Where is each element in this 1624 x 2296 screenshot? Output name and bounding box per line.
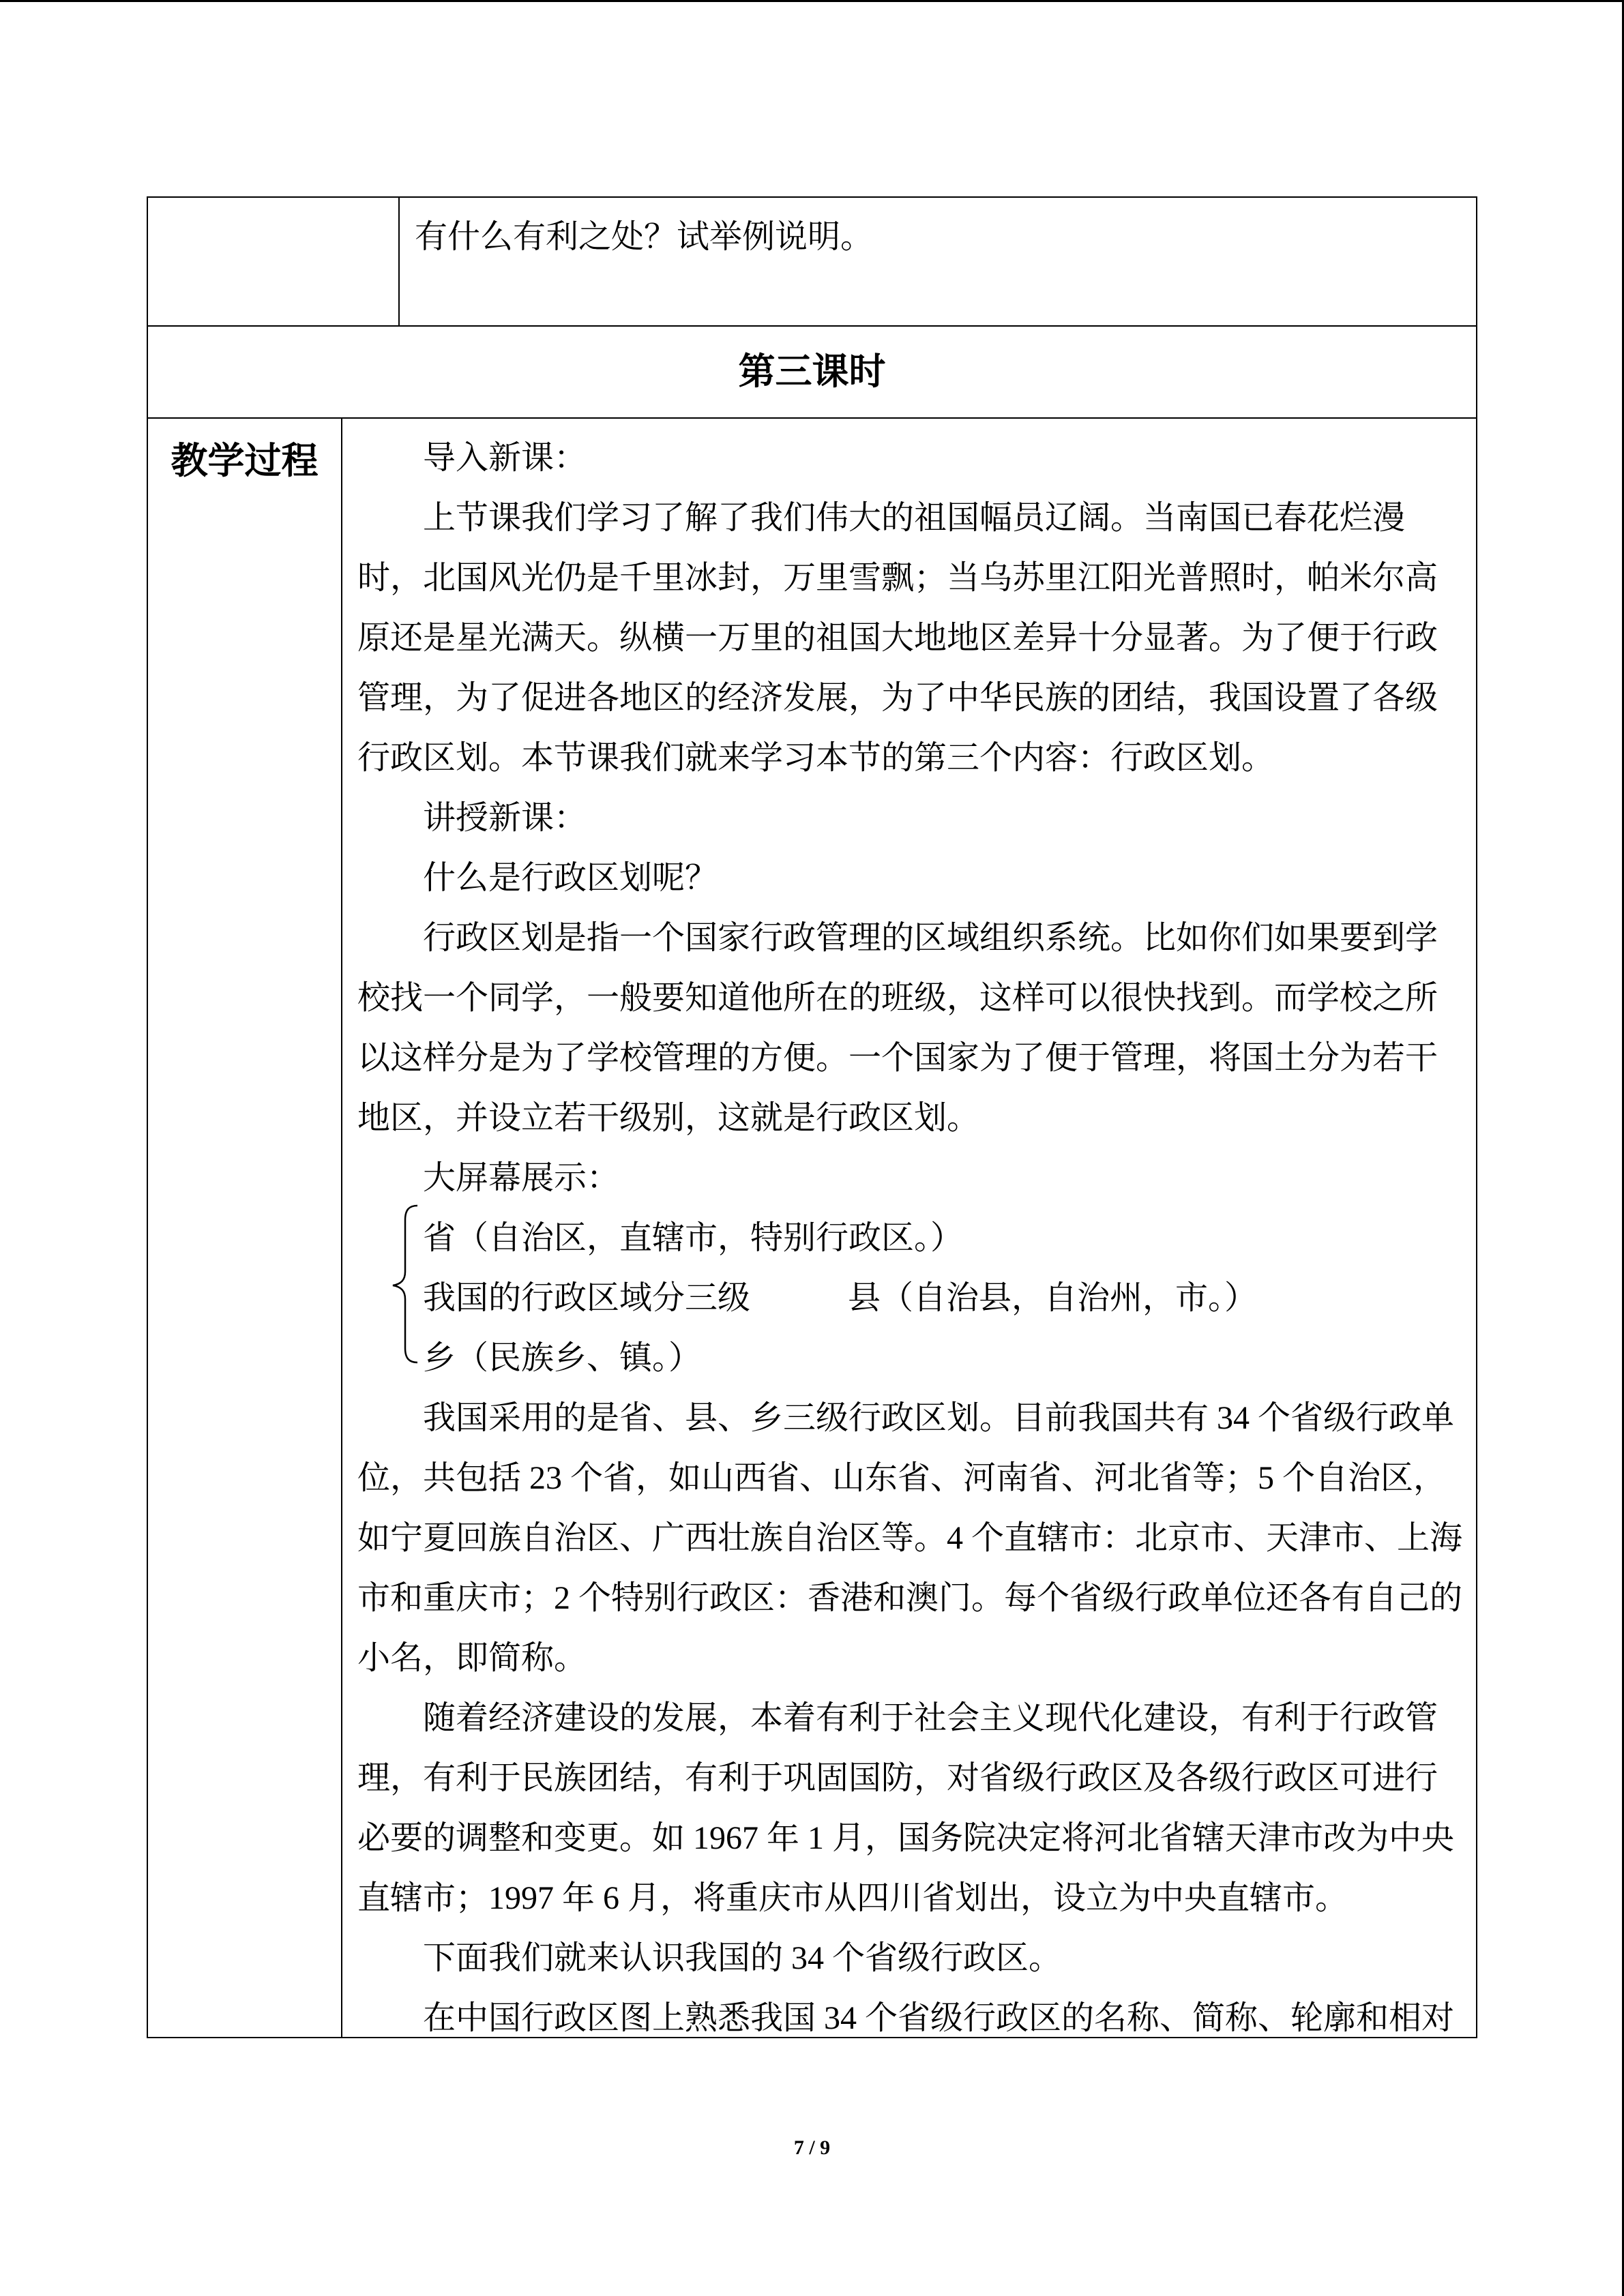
paragraph-line: 时，北国风光仍是千里冰封，万里雪飘；当乌苏里江阳光普照时，帕米尔高 (357, 560, 1438, 596)
paragraph-line: 管理，为了促进各地区的经济发展，为了中华民族的团结，我国设置了各级 (357, 680, 1438, 716)
paragraph (357, 1928, 1476, 1988)
administrative-division-list (357, 1208, 1476, 1388)
paragraph-line: 地区，并设立若干级别，这就是行政区划。 (357, 1100, 980, 1136)
row-divider (148, 417, 1476, 419)
column-divider (341, 419, 342, 2037)
paragraph-line: 讲授新课： (423, 800, 587, 836)
lesson-plan-table (147, 196, 1477, 2038)
paragraph (357, 848, 1476, 908)
column-divider (398, 198, 400, 325)
paragraph-line: 校找一个同学，一般要知道他所在的班级，这样可以很快找到。而学校之所 (357, 980, 1438, 1016)
paragraph-line: 在中国行政区图上熟悉我国 34 个省级行政区的名称、简称、轮廓和相对 (423, 2000, 1455, 2036)
division-intro: 我国的行政区域分三级 (423, 1280, 751, 1316)
paragraph-line: 小名，即简称。 (357, 1640, 587, 1676)
paragraph-line: 直辖市；1997 年 6 月，将重庆市从四川省划出，设立为中央直辖市。 (357, 1880, 1348, 1916)
page-edge-top (0, 0, 1624, 2)
left-brace-icon (390, 1204, 419, 1365)
paragraph (357, 488, 1476, 788)
division-level-township: 乡（民族乡、镇。） (423, 1340, 702, 1376)
paragraph (357, 788, 1476, 848)
paragraph-line: 大屏幕展示： (423, 1160, 620, 1196)
paragraph-line: 导入新课： (423, 440, 587, 476)
paragraph (357, 428, 1476, 488)
lesson-content (357, 428, 1476, 2037)
division-level-county: 县（自治县，自治州，市。） (848, 1280, 1258, 1316)
page-number: 7 / 9 (793, 2136, 831, 2159)
paragraph-line: 上节课我们学习了解了我们伟大的祖国幅员辽阔。当南国已春花烂漫 (423, 500, 1406, 536)
division-row (357, 1268, 1476, 1328)
row-label: 教学过程 (171, 441, 319, 481)
paragraph-line: 如宁夏回族自治区、广西壮族自治区等。4 个直辖市：北京市、天津市、上海 (357, 1520, 1463, 1556)
paragraph-line: 必要的调整和变更。如 1967 年 1 月，国务院决定将河北省辖天津市改为中央 (357, 1820, 1455, 1856)
paragraph-line: 什么是行政区划呢？ (423, 860, 718, 896)
paragraph-line: 理，有利于民族团结，有利于巩固国防，对省级行政区及各级行政区可进行 (357, 1760, 1438, 1796)
section-title: 第三课时 (738, 351, 886, 392)
paragraph-line: 下面我们就来认识我国的 34 个省级行政区。 (423, 1940, 1062, 1976)
paragraph (357, 1388, 1476, 1688)
paragraph (357, 1688, 1476, 1928)
paragraph-line: 原还是星光满天。纵横一万里的祖国大地地区差异十分显著。为了便于行政 (357, 620, 1438, 656)
continued-text: 有什么有利之处？试举例说明。 (415, 219, 874, 255)
paragraph-line: 我国采用的是省、县、乡三级行政区划。目前我国共有 34 个省级行政单 (423, 1400, 1455, 1436)
paragraph (357, 1148, 1476, 1208)
empty-cell (148, 198, 398, 325)
paragraph (357, 1988, 1476, 2037)
paragraph (357, 908, 1476, 1148)
paragraph-line: 随着经济建设的发展，本着有利于社会主义现代化建设，有利于行政管 (423, 1700, 1438, 1736)
paragraph-line: 行政区划是指一个国家行政管理的区域组织系统。比如你们如果要到学 (423, 920, 1438, 956)
paragraph-line: 以这样分是为了学校管理的方便。一个国家为了便于管理，将国土分为若干 (357, 1040, 1438, 1076)
division-level-province: 省（自治区，直辖市，特别行政区。） (423, 1220, 964, 1256)
paragraph-line: 市和重庆市；2 个特别行政区：香港和澳门。每个省级行政单位还各有自己的 (357, 1580, 1463, 1616)
paragraph-line: 位，共包括 23 个省，如山西省、山东省、河南省、河北省等；5 个自治区， (357, 1460, 1447, 1496)
paragraph-line: 行政区划。本节课我们就来学习本节的第三个内容：行政区划。 (357, 740, 1275, 776)
